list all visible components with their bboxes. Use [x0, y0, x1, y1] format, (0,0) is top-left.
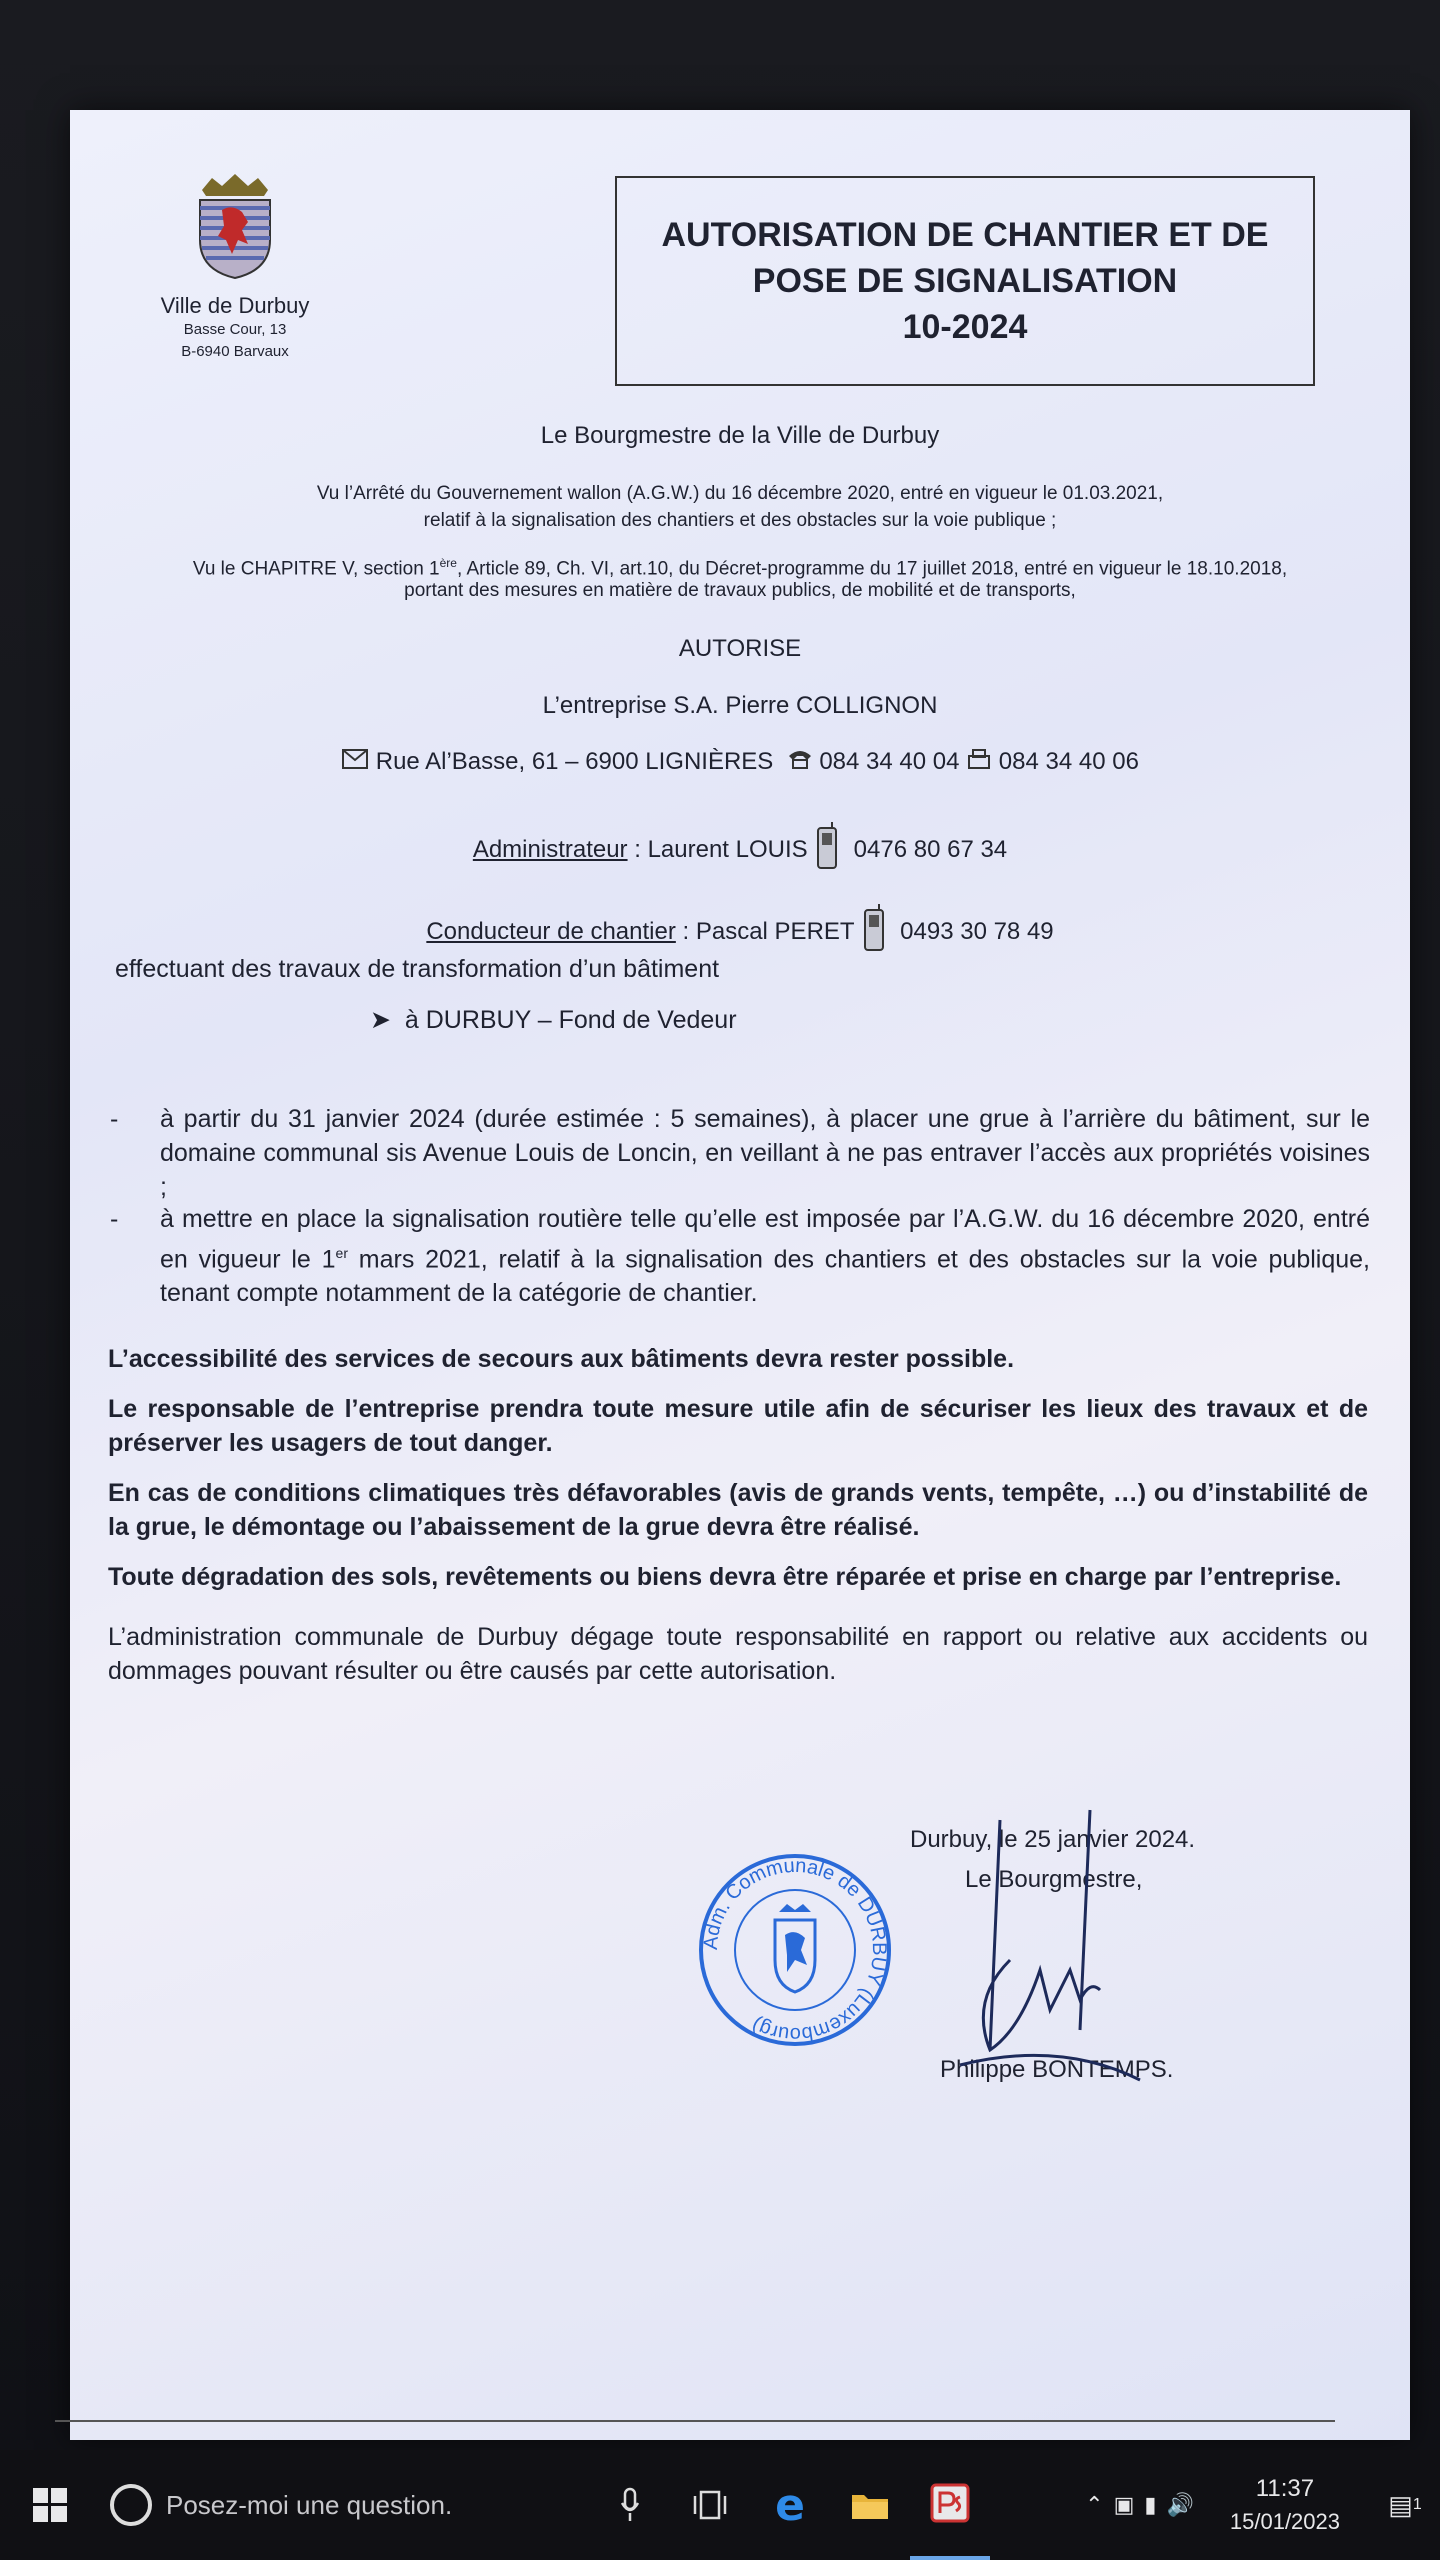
company-address: Rue Al’Basse, 61 – 6900 LIGNIÈRES — [375, 748, 774, 775]
task-view-icon — [693, 2490, 727, 2520]
clock-date: 15/01/2023 — [1229, 2509, 1340, 2534]
mobile-phone-icon — [814, 822, 840, 879]
title-line-3: 10-2024 — [902, 308, 1028, 346]
signer-name: Philippe BONTEMPS. — [940, 2056, 1174, 2083]
autorise-heading: AUTORISE — [678, 635, 802, 662]
microphone-icon — [620, 2487, 640, 2523]
condition-bullet-1 — [110, 1102, 1370, 1204]
stamp-text: Adm. Communale de DURBUY (Luxembourg) — [699, 1854, 891, 2046]
taskbar-apps — [590, 2450, 990, 2560]
title-line-2: POSE DE SIGNALISATION — [752, 262, 1178, 300]
company-phone: 084 34 40 04 — [819, 748, 960, 775]
footer-divider — [55, 2420, 1335, 2422]
coat-of-arms-icon — [192, 170, 278, 280]
file-explorer-button[interactable] — [830, 2450, 910, 2560]
conducteur-name: : Pascal PERET — [675, 917, 855, 945]
town-logo-block — [120, 170, 350, 363]
bullet-dash: - — [110, 1205, 119, 1233]
administrateur-name: : Laurent LOUIS — [627, 835, 808, 863]
administrateur-line — [70, 822, 1410, 879]
condition-bullet-1-text: à partir du 31 janvier 2024 (durée estimée : 5 semaines), à placer une grue à l’arrière du bâtiment, sur le domaine communal sis Avenue Louis de Loncin, en veillant à ne pas entraver l’accès aux propriétés voisines ; — [160, 1105, 1370, 1201]
fax-icon — [966, 748, 992, 777]
condition-bullet-2-text-b: mars 2021, relatif à la signalisation des chantiers et des obstacles sur la voie publique, tenant compte notamment de la catégorie de chantier. — [160, 1245, 1370, 1308]
town-address-line1: Basse Cour, 13 — [183, 321, 287, 338]
conducteur-label: Conducteur de chantier — [426, 917, 676, 945]
vu-agw-line1: Vu l’Arrêté du Gouvernement wallon (A.G.W.) du 16 décembre 2020, entré en vigueur le 01.03.2021, — [316, 483, 1164, 504]
weather-note: En cas de conditions climatiques très défavorables (avis de grands vents, tempête, …) ou d’instabilité de la grue, le démontage ou l’abaissement de la grue devra être réalisé. — [108, 1479, 1368, 1541]
administrateur-label: Administrateur — [472, 835, 628, 863]
vu-chapitre-sup: ère — [439, 556, 457, 570]
notification-icon: ▤ — [1388, 2489, 1413, 2520]
location-line — [370, 1003, 737, 1037]
network-icon[interactable]: ▣ — [1113, 2492, 1145, 2517]
company-contact-line — [70, 748, 1410, 777]
pdf-app-icon — [930, 2483, 970, 2523]
battery-icon[interactable]: ▮ — [1144, 2492, 1167, 2517]
place-and-date: Durbuy, le 25 janvier 2024. — [910, 1826, 1196, 1853]
company-name: L’entreprise S.A. Pierre COLLIGNON — [542, 692, 938, 719]
mobile-phone-icon — [861, 904, 887, 961]
mail-icon — [341, 748, 369, 777]
task-view-button[interactable] — [670, 2450, 750, 2560]
vu-chapitre-line2: portant des mesures en matière de travaux publics, de mobilité et de transports, — [404, 580, 1076, 601]
town-name: Ville de Durbuy — [160, 293, 310, 318]
accessibility-note: L’accessibilité des services de secours aux bâtiments devra rester possible. — [108, 1345, 1015, 1373]
arrow-bullet-icon: ➤ — [370, 1006, 391, 1034]
vu-chapitre-text-b: , Article 89, Ch. VI, art.10, du Décret-programme du 17 juillet 2018, entré en vigueur le 18.10.2018, — [456, 558, 1288, 580]
windows-logo-icon — [33, 2488, 67, 2522]
document-title-box — [615, 176, 1315, 386]
signer-title: Le Bourgmestre, — [965, 1866, 1143, 1893]
windows-taskbar — [0, 2450, 1440, 2560]
cortana-search-box[interactable] — [110, 2470, 610, 2540]
edge-browser-button[interactable] — [750, 2450, 830, 2560]
bullet-dash: - — [110, 1105, 119, 1133]
town-address-line2: B-6940 Barvaux — [181, 343, 289, 360]
location-text: à DURBUY – Fond de Vedeur — [404, 1006, 737, 1034]
edge-icon: e — [775, 2479, 805, 2531]
tray-icons[interactable] — [1085, 2492, 1204, 2518]
telephone-icon — [787, 748, 813, 777]
clock-time: 11:37 — [1255, 2475, 1315, 2502]
show-hidden-icons-chevron-icon[interactable]: ⌃ — [1085, 2492, 1114, 2517]
condition-bullet-2-text-a: à mettre en place la signalisation routière telle qu’elle est imposée par l’A.G.W. du 16 décembre 2020, entré en vigueur le 1 — [160, 1205, 1370, 1274]
works-description: effectuant des travaux de transformation d’un bâtiment — [115, 955, 720, 983]
search-placeholder: Posez-moi une question. — [166, 2489, 453, 2520]
document-page — [70, 110, 1410, 2440]
start-button[interactable] — [0, 2450, 100, 2560]
microphone-button[interactable] — [590, 2450, 670, 2560]
company-fax: 084 34 40 06 — [998, 748, 1139, 775]
handwritten-signature — [940, 1800, 1180, 2100]
safety-note: Le responsable de l’entreprise prendra toute mesure utile afin de sécuriser les lieux des travaux et de préserver les usagers de tout danger. — [108, 1395, 1368, 1457]
administrateur-phone: 0476 80 67 34 — [853, 835, 1008, 863]
authority-line: Le Bourgmestre de la Ville de Durbuy — [540, 422, 940, 449]
damage-note: Toute dégradation des sols, revêtements ou biens devra être réparée et prise en charge par l’entreprise. — [108, 1563, 1342, 1591]
folder-icon — [850, 2489, 890, 2521]
cortana-icon — [110, 2484, 152, 2526]
vu-agw-line2: relatif à la signalisation des chantiers et des obstacles sur la voie publique ; — [423, 510, 1057, 531]
action-center-button[interactable] — [1370, 2490, 1440, 2521]
condition-bullet-2-sup: er — [335, 1245, 348, 1261]
pdf-viewer-button[interactable] — [910, 2450, 990, 2560]
municipal-stamp — [695, 1850, 895, 2050]
vu-chapitre-text-a: Vu le CHAPITRE V, section 1 — [192, 558, 440, 580]
system-tray — [1085, 2450, 1440, 2560]
title-line-1: AUTORISATION DE CHANTIER ET DE — [661, 216, 1269, 254]
volume-icon[interactable]: 🔊 — [1166, 2492, 1204, 2517]
condition-bullet-2-text — [160, 1202, 1370, 1310]
conducteur-phone: 0493 30 78 49 — [900, 917, 1054, 945]
taskbar-clock[interactable] — [1230, 2475, 1340, 2535]
condition-bullet-2 — [110, 1202, 1370, 1310]
disclaimer: L’administration communale de Durbuy dégage toute responsabilité en rapport ou relative aux accidents ou dommages pouvant résulter ou être causés par cette autorisation. — [108, 1623, 1368, 1685]
notification-count: 1 — [1412, 2496, 1422, 2513]
